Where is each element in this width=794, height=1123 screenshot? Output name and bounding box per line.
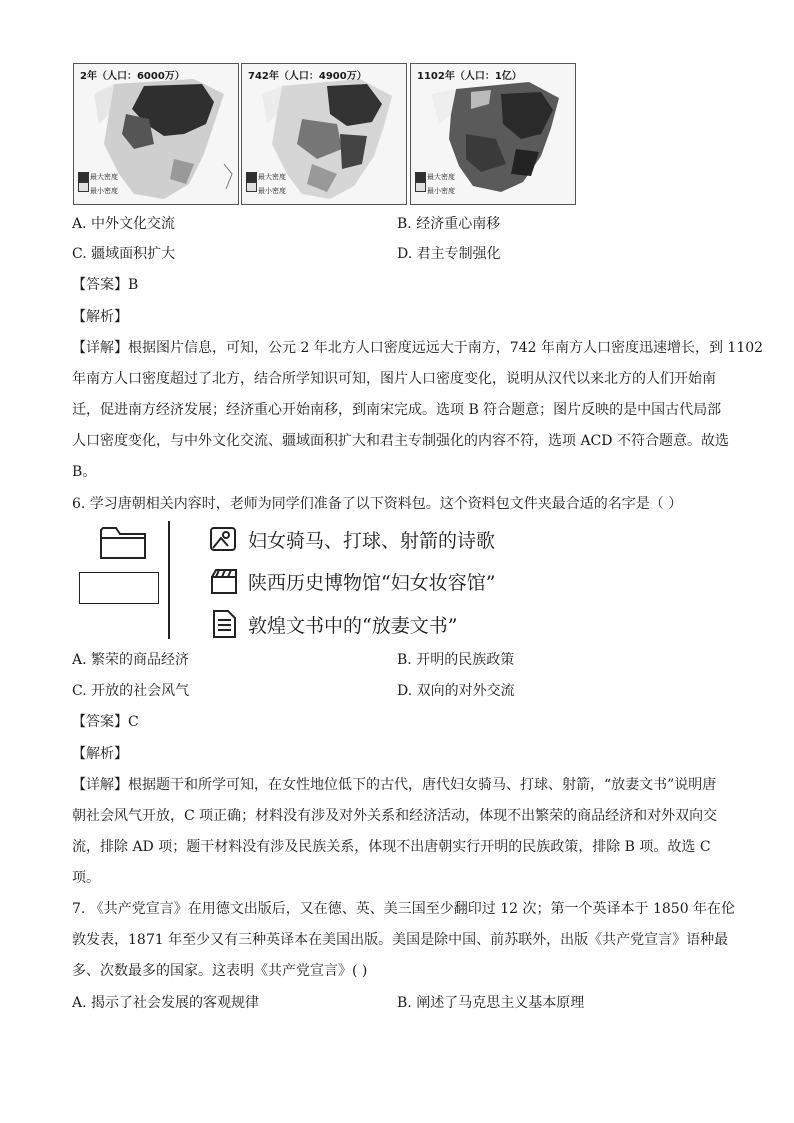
legend-min-swatch — [78, 182, 89, 192]
q6-option-a: A. 繁荣的商品经济 — [72, 652, 190, 668]
legend-max-swatch — [78, 172, 89, 182]
folder-name-box — [79, 572, 159, 604]
legend-max-swatch — [415, 172, 426, 182]
q5-option-d: D. 君主专制强化 — [397, 246, 501, 262]
q6-answer — [72, 712, 722, 732]
legend-max-swatch — [246, 172, 257, 182]
q7-stem-line: 敦发表，1871 年至少又有三种英译本在美国出版。美国是除中国、前苏联外，出版《共产党宣言》语种最 — [72, 932, 729, 948]
population-map-2 — [73, 63, 239, 205]
q5-detail-line: 人口密度变化，与中外文化交流、疆域面积扩大和君主专制强化的内容不符，选项 ACD 不符合题意。故选 — [72, 433, 729, 449]
legend-min-swatch — [415, 182, 426, 192]
resource-document: 敦煌文书中的“放妻文书” — [248, 615, 458, 637]
legend-max-label: 最大密度 — [90, 173, 118, 181]
map-title: 1102年（人口：1亿） — [417, 71, 522, 82]
map-title: 2年（人口：6000万） — [80, 71, 185, 82]
legend-max-label: 最大密度 — [258, 173, 286, 181]
legend-min-label: 最小密度 — [427, 187, 455, 195]
answer-label: 【答案】 — [72, 714, 128, 730]
q6-detail-line: 项。 — [72, 870, 100, 886]
q5-option-a: A. 中外文化交流 — [72, 216, 176, 232]
q6-detail-line: 朝社会风气开放，C 项正确；材料没有涉及对外关系和经济活动，体现不出繁荣的商品经济和对外双向交 — [72, 808, 718, 824]
panel-divider — [168, 521, 170, 639]
q7-option-a: A. 揭示了社会发展的客观规律 — [72, 995, 260, 1011]
q6-analysis-label: 【解析】 — [72, 746, 128, 762]
q5-option-b: B. 经济重心南移 — [397, 216, 501, 232]
document-icon — [208, 608, 240, 640]
map-graphic — [242, 64, 406, 204]
resource-museum: 陕西历史博物馆“妇女妆容馆” — [248, 572, 496, 594]
q5-detail-line: 年南方人口密度超过了北方，结合所学知识可知，图片人口密度变化，说明从汉代以来北方的人们开始南 — [72, 371, 716, 387]
map-graphic — [411, 64, 575, 204]
q5-detail-line: 【详解】根据图片信息，可知，公元 2 年北方人口密度远远大于南方，742 年南方人口密度迅速增长，到 1102 — [72, 340, 764, 356]
q6-detail-line: 流，排除 AD 项；题干材料没有涉及民族关系，体现不出唐朝实行开明的民族政策，排除 B 项。故选 C — [72, 839, 711, 855]
legend-min-label: 最小密度 — [90, 187, 118, 195]
q6-detail-line: 【详解】根据题干和所学可知，在女性地位低下的古代，唐代妇女骑马、打球、射箭，“放妻文书”说明唐 — [72, 777, 717, 793]
q6-option-b: B. 开明的民族政策 — [397, 652, 515, 668]
legend-min-swatch — [246, 182, 257, 192]
q5-detail-line: B。 — [72, 464, 97, 480]
legend-min-label: 最小密度 — [258, 187, 286, 195]
picture-icon — [208, 524, 240, 554]
map-title: 742年（人口：4900万） — [248, 71, 367, 82]
q6-stem: 6. 学习唐朝相关内容时，老师为同学们准备了以下资料包。这个资料包文件夹最合适的名字是（ ） — [72, 496, 683, 512]
folder-icon — [98, 522, 148, 562]
population-map-1102 — [410, 63, 576, 205]
q7-stem-line: 多、次数最多的国家。这表明《共产党宣言》( ) — [72, 963, 368, 979]
q7-stem-line: 7. 《共产党宣言》在用德文出版后，又在德、英、美三国至少翻印过 12 次；第一个英译本于 1850 年在伦 — [72, 901, 736, 917]
q5-analysis-label: 【解析】 — [72, 309, 128, 325]
q6-option-c: C. 开放的社会风气 — [72, 683, 190, 699]
answer-value: C — [128, 714, 139, 730]
q5-answer — [72, 275, 722, 295]
q5-detail-line: 迁，促进南方经济发展；经济重心开始南移，到南宋完成。选项 B 符合题意；图片反映的是中国古代局部 — [72, 402, 722, 418]
answer-value: B — [128, 277, 139, 293]
map-graphic — [74, 64, 238, 204]
q7-option-b: B. 阐述了马克思主义基本原理 — [397, 995, 585, 1011]
resource-poems: 妇女骑马、打球、射箭的诗歌 — [248, 530, 496, 552]
q5-option-c: C. 疆域面积扩大 — [72, 246, 176, 262]
population-map-742 — [241, 63, 407, 205]
clapperboard-icon — [208, 566, 240, 596]
q6-option-d: D. 双向的对外交流 — [397, 683, 515, 699]
legend-max-label: 最大密度 — [427, 173, 455, 181]
answer-label: 【答案】 — [72, 277, 128, 293]
